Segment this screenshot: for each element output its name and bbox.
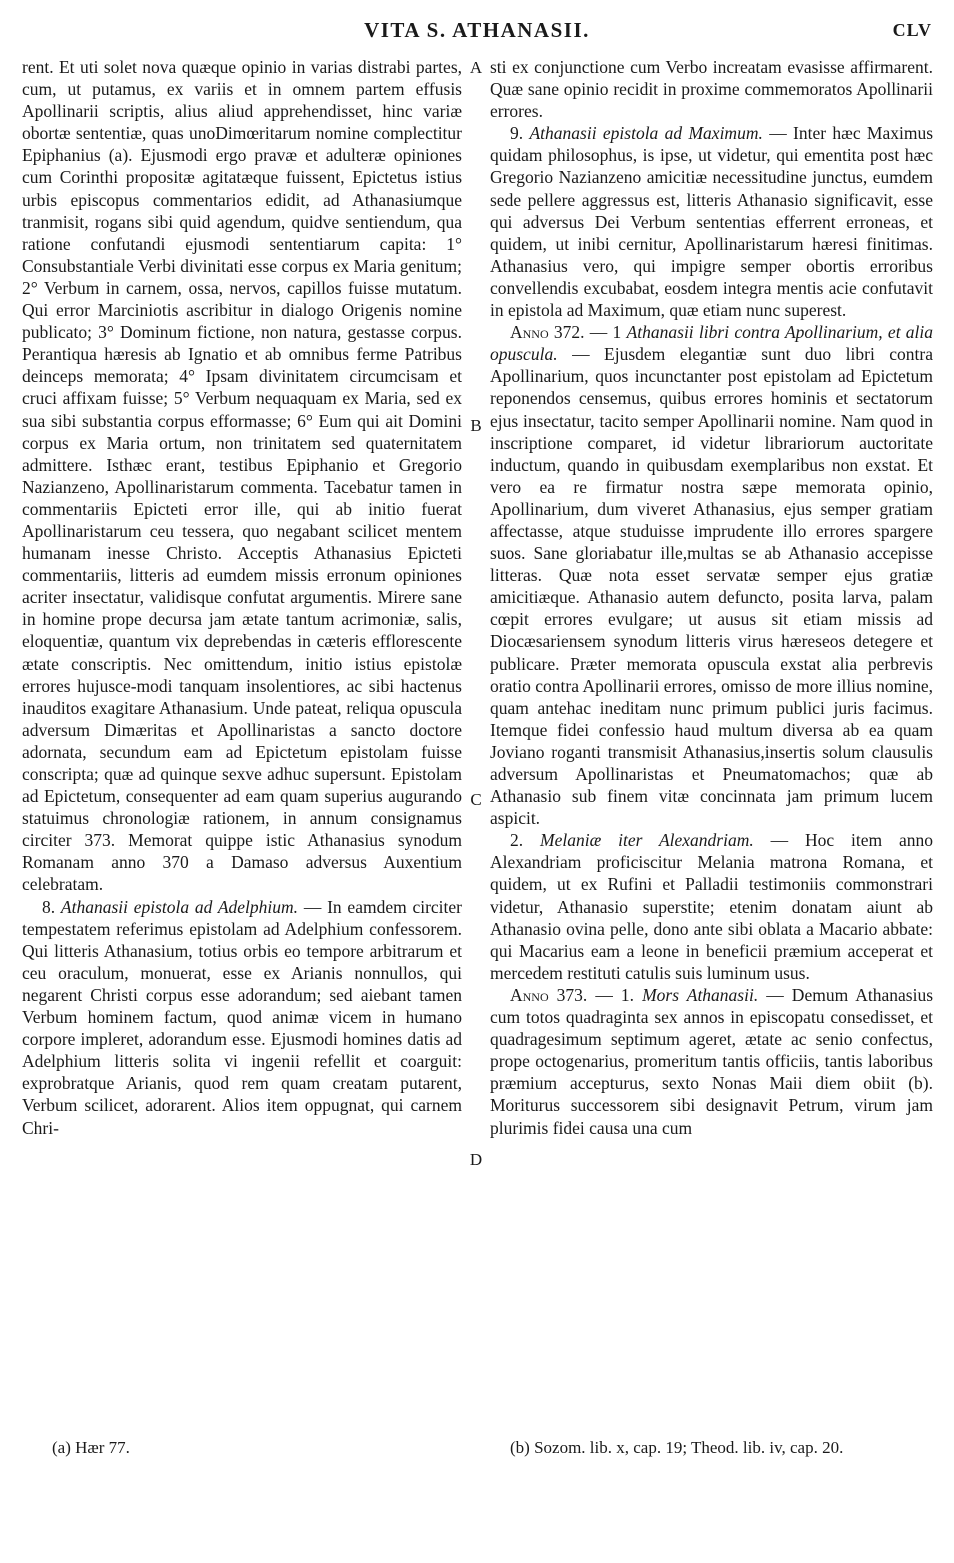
margin-letter-a: A [469, 58, 483, 77]
left-column [22, 56, 462, 1139]
page-header [22, 18, 932, 44]
paragraph-anno-372 [490, 321, 933, 829]
section-text: — Hoc item anno Alexandriam proficiscitur Melania matrona Romana, et quidem, ut ex Rufini et Palladii testimoniis commonstrari videtur, Athanasio superstite; etenim donatam aiunt ab Athanasio ovina pelle, dono ante sibi oblata a Macario abbate: qui Macarius eam a leone in beneficii præmium acceperat et mercedem restituti catulis suis luminum usus. [490, 830, 934, 983]
section-text: — Inter hæc Maximus quidam philosophus, is ipse, ut videtur, qui ementita post hæc Gregorio Nazianzeno amicitiæ necessitudine junctus, eumdem sede pellere aggressus est, litteris Athanasio significavit, esse qui adversus Dei Verbum sententias efferrent erroneas, et quidem, ut inibi cernitur, Apollinaristarum hæresi finitimas. Athanasius vero, qui impigre semper obortis erroribus convellendis excubabat, eosdem integra mentis acie confutavit in epistola ad Maximum, quæ etiam nunc superest. [490, 123, 934, 321]
margin-letter-b: B [470, 416, 482, 435]
paragraph: rent. Et uti solet nova quæque opinio in varias distrabi partes, cum, ut putamus, ex variis et in omnem partem effusis Apollinarii scriptis, alius aliud apprehendisset, hinc variæ obortæ sententiæ, quas unoDimœritarum nomine complectitur Epiphanius (a). Ejusmodi ergo pravæ et adulteræ opiniones cum Corinthi propositæ agitatæque fuissent, Epictetus istius urbis episcopus commentarios edidit, ad Athanasiumque tranmisit, rogans sibi quid agendum, quidve sentiendum, qua ratione confutandi ejusmodi sententiarum capita: 1° Consubstantiale Verbi divinitati esse corpus ex Maria genitum; 2° Verbum in carnem, ossa, nervos, capillos fuisse mutatum. Qui error Marciniotis ascribitur in dialogo Origenis nomine publicato; 3° Dominum fictione, non natura, gestasse corpus. Perantiqua hæresis ab Ignatio et ab omnibus ferme Patribus deinceps memorata; 4° Ipsam divinitatem circumcisam et cruci affixam fuisse; 5° Verbum nequaquam ex Maria, sed ex sua sibi substantia corpus efformasse; 6° Eum qui ait Domini corpus ex Maria ortum, non trinitatem sed quaternitatem admittere. Isthæc erant, testibus Epiphanio et Gregorio Nazianzeno, Apollinaristarum commenta. Tacebatur tamen in commentariis Epicteti error ille, qui ab initio fuerat Apollinaristarum ceu tessera, quo negabant scilicet mentem humanam inesse Christo. Acceptis Athanasius Epicteti commentariis, litteris ad eumdem missis erronum opiniones acriter insectatur, validisque confutat argumentis. Mirere sane in homine prope decursa jam ætate tantum acrimoniæ, salis, eloquentiæ, quantum vix deprebendas in cæteris efflorescente ætate conscriptis. Nec omittendum, initio istius epistolæ errores hujusce-modi tanquam insolentiores, ac sibi hactenus inauditos exagitare Athanasium. Unde pateat, reliqua opuscula adversum Dimæritas et Apollinaristas a sancto doctore adornata, secundum eam ad Epictetum epistolam fuisse conscripta; quæ ad quinque sexve adhuc supersunt. Epistolam ad Epictetum, consequenter ad eam quam superius augurando statuimus chronologiæ rationem, in annum consignamus circiter 373. Memorat quippe istic Athanasius synodum Romanam anno 370 a Damaso adversus Auxentium celebratam. [22, 57, 462, 895]
section-number: — 1. [595, 984, 635, 1005]
year-heading: Anno 372. [510, 322, 585, 343]
paragraph-anno-373 [490, 984, 933, 1139]
section-title: Athanasii epistola ad Adelphium. [60, 896, 299, 917]
section-number: 2. [510, 830, 524, 851]
footnote-b [510, 1438, 932, 1458]
footnote-text: Hær 77. [75, 1438, 130, 1457]
running-title: VITA S. ATHANASII. [364, 18, 590, 42]
right-column [490, 56, 933, 1139]
year-heading: Anno 373. [510, 984, 588, 1005]
section-title: Melaniæ iter Alexandriam. [540, 830, 754, 851]
section-number: 9. [510, 123, 524, 144]
section-text: — Demum Athanasius cum totos quadraginta sex annos in episcopatu consedisset, et quadragesimum septimum ageret, ætate ac senio confectus, prope octogenarius, promeritum tantis officiis, tantis laboribus præmium accepturus, sexto Nonas Maii diem obiit (b). Moriturus successorem sibi designavit Petrum, virum jam plurimis fidei causa una cum [490, 984, 934, 1138]
footnote-mark: (b) [510, 1438, 530, 1457]
footnote-mark: (a) [52, 1438, 71, 1457]
section-title: Athanasii libri contra Apollinarium, et alia opuscula. [490, 322, 934, 365]
footnote-text: Sozom. lib. x, cap. 19; Theod. lib. iv, cap. 20. [534, 1438, 844, 1457]
paragraph: sti ex conjunctione cum Verbo increatam evasisse affirmarent. Quæ sane opinio recidit in proxime commemoratos Apollinarii errores. [490, 57, 933, 122]
section-text: — In eamdem circiter tempestatem referimus epistolam ad Adelphium confessorem. Qui litteris Athanasium, totius orbis eo tempore arbitrarum et ceu oraculum, monuerat, esse ex Arianis nonnullos, qui negarent Christi corpus esse adorandum; sed aiebant tamen Verbum hominem factum, quod animæ vicem in humano corpore impleret, adorandum esse. Ejusmodi homines datis ad Adelphium litteris solita vi ingenii refellit et coarguit: exprobratque Arianis, quod rem quam creatam putarent, Verbum scilicet, adorarent. Alios item oppugnat, qui carnem Chri- [22, 896, 463, 1138]
paragraph-adelphium [22, 896, 462, 1139]
section-title: Mors Athanasii. [642, 984, 759, 1005]
margin-letter-c: C [470, 790, 482, 809]
section-number: — 1 [589, 322, 622, 343]
margin-letter-d: D [469, 1150, 483, 1169]
paragraph-melania [490, 829, 933, 984]
footnote-a [52, 1438, 130, 1458]
paragraph-maximum [490, 122, 933, 321]
section-number: 8. [42, 896, 56, 917]
section-title: Athanasii epistola ad Maximum. [529, 123, 763, 144]
page-number: CLV [892, 20, 932, 40]
section-text: — Ejusdem elegantiæ sunt duo libri contra Apollinarium, quos incunctanter post epistolam ad Epictetum reponendos censemus, quibus errores hominis et sectatorum ejus insectatur, tacito semper Apollinarii nomine. Nam quod in inscriptione comparet, id videtur librariorum auctoritate inductum, quando in quibusdam exemplaribus non exstat. Et vero ea re firmatur nostra sæpe memorata opinio, Apollinarium, dum viveret Athanasius, ejus semper gratiam affectasse, atque studuisse imprudente illo errores spargere suos. Sane gloriabatur ille,multas se ab Athanasio accepisse litteras. Quæ nota esset servatæ semper ejus gratiæ amicitiæque. Athanasio autem defuncto, posita larva, palam cœpit errores evulgare; ut ausus sit etiam missis ad Diocæsariensem synodum litteris virus hæreseos detegere et publicare. Præter memorata opuscula exstat alia perbrevis oratio contra Apollinarii errores, omisso de more illius nomine, quam antehac ineditam nunc primum publici juris facimus. Itemque fidei confessio haud multum diversa ab ea quam Joviano roganti transmisit Athanasius,insertis solum clausulis adversum Apollinaristas et Pneumatomachos; quæ ab Athanasio sub finem vitæ concinnata jam primum lucem aspicit. [490, 344, 934, 829]
